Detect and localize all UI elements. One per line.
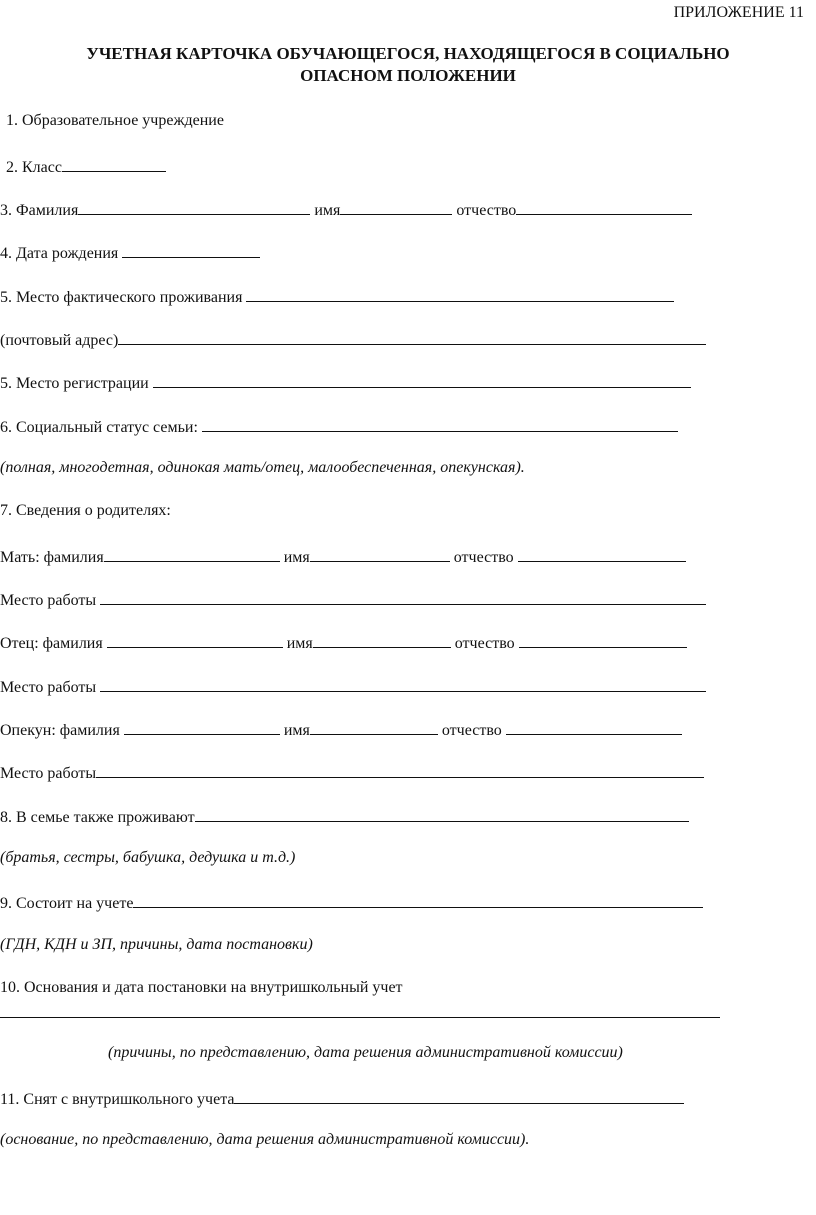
- family-members-label: 8. В семье также проживают: [0, 809, 195, 826]
- mother-name-field[interactable]: [310, 545, 450, 562]
- registration-field[interactable]: [153, 371, 691, 388]
- name-label: имя: [314, 202, 341, 219]
- surname-label: 3. Фамилия: [0, 202, 79, 219]
- social-status-hint: (полная, многодетная, одинокая мать/отец, малообеспеченная, опекунская).: [0, 459, 525, 476]
- appendix-label: ПРИЛОЖЕНИЕ 11: [673, 4, 804, 21]
- social-status-label: 6. Социальный статус семьи:: [0, 419, 198, 436]
- mother-work-field[interactable]: [100, 588, 706, 605]
- father-work-label: Место работы: [0, 679, 97, 696]
- postal-label: (почтовый адрес): [0, 332, 119, 349]
- guardian-patronymic-label: отчество: [441, 722, 502, 739]
- removed-hint: (основание, по представлению, дата решения административной комиссии).: [0, 1131, 530, 1148]
- school-reg-label: 10. Основания и дата постановки на внутришкольный учет: [0, 979, 403, 996]
- mother-row: [0, 545, 686, 568]
- patronymic-label: отчество: [456, 202, 517, 219]
- guardian-work-row: [0, 761, 704, 784]
- birthdate-label: 4. Дата рождения: [0, 245, 119, 262]
- mother-work-row: [0, 588, 706, 611]
- mother-work-label: Место работы: [0, 592, 97, 609]
- birthdate-field[interactable]: [122, 241, 260, 258]
- father-name-label: имя: [286, 635, 313, 652]
- father-patronymic-field[interactable]: [519, 631, 687, 648]
- father-work-field[interactable]: [100, 675, 706, 692]
- class-label: 2. Класс: [6, 159, 62, 176]
- guardian-name-label: имя: [283, 722, 310, 739]
- father-row: [0, 631, 687, 654]
- registered-label: 9. Состоит на учете: [0, 895, 134, 912]
- form-title-line1: УЧЕТНАЯ КАРТОЧКА ОБУЧАЮЩЕГОСЯ, НАХОДЯЩЕГОСЯ В СОЦИАЛЬНО: [86, 44, 730, 63]
- fio-row: [0, 198, 692, 221]
- social-status-row: [0, 415, 678, 438]
- registration-label: 5. Место регистрации: [0, 375, 149, 392]
- class-row: [6, 155, 166, 178]
- removed-label: 11. Снят с внутришкольного учета: [0, 1091, 235, 1108]
- registered-hint: (ГДН, КДН и ЗП, причины, дата постановки): [0, 936, 313, 953]
- guardian-work-field[interactable]: [96, 761, 704, 778]
- registration-row: [0, 371, 691, 394]
- guardian-patronymic-field[interactable]: [506, 718, 682, 735]
- guardian-surname-field[interactable]: [124, 718, 280, 735]
- guardian-work-label: Место работы: [0, 765, 97, 782]
- institution-label: 1. Образовательное учреждение: [6, 112, 224, 129]
- mother-patronymic-label: отчество: [453, 549, 514, 566]
- father-surname-field[interactable]: [107, 631, 283, 648]
- guardian-row: [0, 718, 682, 741]
- postal-field[interactable]: [118, 328, 706, 345]
- mother-patronymic-field[interactable]: [518, 545, 686, 562]
- removed-field[interactable]: [234, 1087, 684, 1104]
- guardian-surname-label: Опекун: фамилия: [0, 722, 120, 739]
- form-title-line2: ОПАСНОМ ПОЛОЖЕНИИ: [300, 66, 516, 85]
- father-surname-label: Отец: фамилия: [0, 635, 103, 652]
- mother-surname-field[interactable]: [104, 545, 280, 562]
- family-members-hint: (братья, сестры, бабушка, дедушка и т.д.): [0, 849, 296, 866]
- school-reg-field[interactable]: [0, 1017, 720, 1018]
- institution-row: [6, 111, 224, 131]
- birthdate-row: [0, 241, 260, 264]
- school-reg-hint: (причины, по представлению, дата решения административной комиссии): [108, 1044, 623, 1061]
- school-reg-row: [0, 978, 403, 998]
- patronymic-field[interactable]: [516, 198, 692, 215]
- removed-row: [0, 1087, 684, 1110]
- parents-heading: 7. Сведения о родителях:: [0, 502, 171, 519]
- postal-row: [0, 328, 706, 351]
- father-name-field[interactable]: [313, 631, 451, 648]
- family-members-field[interactable]: [195, 805, 689, 822]
- class-field[interactable]: [62, 155, 166, 172]
- family-members-row: [0, 805, 689, 828]
- residence-row: [0, 285, 674, 308]
- residence-field[interactable]: [246, 285, 674, 302]
- mother-surname-label: Мать: фамилия: [0, 549, 104, 566]
- social-status-field[interactable]: [202, 415, 678, 432]
- surname-field[interactable]: [78, 198, 310, 215]
- mother-name-label: имя: [283, 549, 310, 566]
- registered-row: [0, 891, 703, 914]
- registered-field[interactable]: [133, 891, 703, 908]
- father-patronymic-label: отчество: [454, 635, 515, 652]
- name-field[interactable]: [340, 198, 452, 215]
- father-work-row: [0, 675, 706, 698]
- guardian-name-field[interactable]: [310, 718, 438, 735]
- residence-label: 5. Место фактического проживания: [0, 289, 243, 306]
